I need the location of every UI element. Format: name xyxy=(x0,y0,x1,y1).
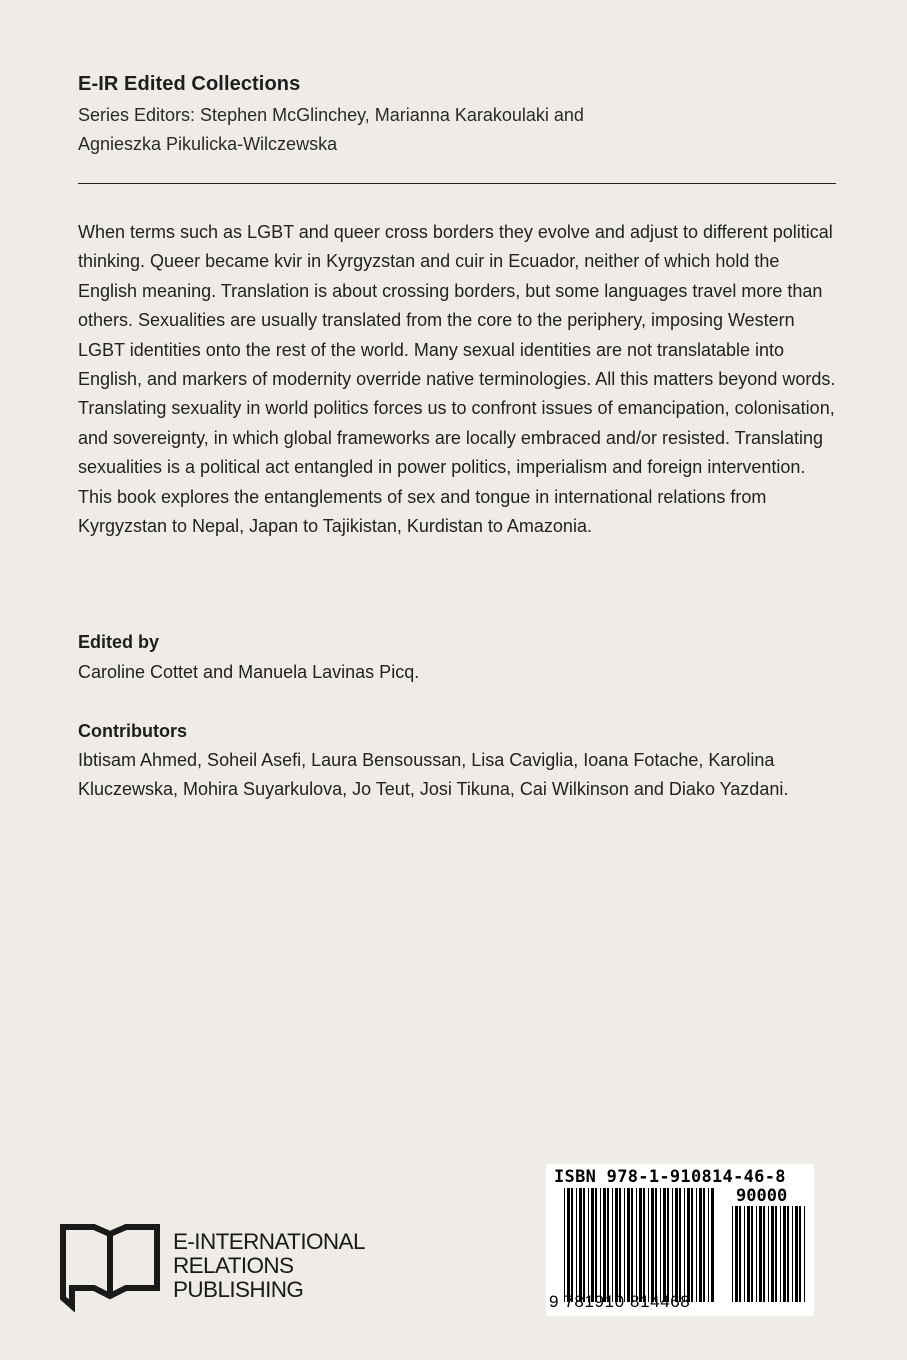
barcode-bar xyxy=(735,1206,738,1302)
barcode-bar xyxy=(679,1188,681,1302)
barcode-bar xyxy=(787,1206,789,1302)
barcode-bar xyxy=(792,1206,793,1302)
series-editors xyxy=(78,101,838,159)
barcode-bar xyxy=(667,1188,669,1302)
barcode-bar xyxy=(655,1188,657,1302)
barcode-bar xyxy=(651,1188,654,1302)
barcode-bar xyxy=(732,1206,733,1302)
barcode-bar xyxy=(615,1188,618,1302)
barcode-bar xyxy=(576,1188,577,1302)
barcode-bar xyxy=(795,1206,798,1302)
barcode-bar xyxy=(711,1188,714,1302)
barcode-bar xyxy=(756,1206,757,1302)
barcode-bar xyxy=(775,1206,777,1302)
barcode-bar xyxy=(799,1206,801,1302)
barcode-bar xyxy=(571,1188,573,1302)
barcode-bar xyxy=(624,1188,625,1302)
barcode-bar xyxy=(672,1188,673,1302)
barcode-bar xyxy=(643,1188,645,1302)
barcode-bar xyxy=(564,1188,565,1302)
barcode-bar xyxy=(763,1206,765,1302)
barcode-bar xyxy=(696,1188,697,1302)
contributors-names: Ibtisam Ahmed, Soheil Asefi, Laura Bensoussan, Lisa Caviglia, Ioana Fotache, Karolina Kluczewska, Mohira Suyarkulova, Jo Teut, Josi Tikuna, Cai Wilkinson and Diako Yazdani. xyxy=(78,750,789,799)
publisher-name xyxy=(173,1230,365,1302)
barcode-bar xyxy=(636,1188,637,1302)
barcode-bar xyxy=(699,1188,702,1302)
barcode-bar xyxy=(579,1188,582,1302)
publisher-logo xyxy=(60,1222,370,1312)
barcode-bar xyxy=(619,1188,621,1302)
barcode-bar xyxy=(567,1188,570,1302)
editors-names: Caroline Cottet and Manuela Lavinas Picq. xyxy=(78,662,420,682)
isbn-barcode xyxy=(546,1164,814,1316)
ean-digits: 9 781910 814468 xyxy=(549,1292,691,1311)
barcode-bar xyxy=(648,1188,649,1302)
barcode-bar xyxy=(675,1188,678,1302)
barcode-bar xyxy=(804,1206,805,1302)
barcode-bar xyxy=(591,1188,594,1302)
barcode-bar xyxy=(588,1188,589,1302)
open-book-flag-icon xyxy=(60,1222,160,1312)
barcode-bar xyxy=(607,1188,609,1302)
barcode-bar xyxy=(703,1188,705,1302)
barcode-bar xyxy=(744,1206,745,1302)
book-blurb: When terms such as LGBT and queer cross borders they evolve and adjust to different political thinking. Queer became kvir in Kyrgyzstan and cuir in Ecuador, neither of which hold the English meaning. Translation is about crossing borders, but some languages travel more than others. Sexualities are usually translated from the core to the periphery, imposing Western LGBT identities onto the rest of the world. Many sexual identities are not translatable into English, and markers of modernity override native terminologies. All this matters beyond words. Translating sexuality in world politics forces us to confront issues of emancipation, colonisation, and sovereignty, in which global frameworks are locally embraced and/or resisted. Translating sexualities is a political act entangled in power politics, imperialism and foreign intervention. This book explores the entanglements of sex and tongue in international relations from Kyrgyzstan to Nepal, Japan to Tajikistan, Kurdistan to Amazonia. xyxy=(78,222,836,537)
barcode-bar xyxy=(687,1188,690,1302)
barcode-bar xyxy=(583,1188,585,1302)
barcode-bar xyxy=(684,1188,685,1302)
barcode-addon-price: 90000 xyxy=(736,1186,788,1206)
isbn-number: ISBN 978-1-910814-46-8 xyxy=(554,1167,786,1187)
barcode-bar xyxy=(603,1188,606,1302)
edited-by-heading: Edited by xyxy=(78,632,160,652)
publisher-name-line-3: PUBLISHING xyxy=(173,1277,304,1302)
horizontal-divider xyxy=(78,183,836,184)
barcode-bar xyxy=(631,1188,633,1302)
barcode-bar xyxy=(771,1206,774,1302)
series-editors-line-1: Series Editors: Stephen McGlinchey, Marianna Karakoulaki and xyxy=(78,105,584,125)
barcode-bar xyxy=(600,1188,601,1302)
series-editors-line-2: Agnieszka Pikulicka-Wilczewska xyxy=(78,134,338,154)
barcode-bar xyxy=(751,1206,753,1302)
series-title: E-IR Edited Collections xyxy=(78,73,301,95)
barcode-bar xyxy=(660,1188,661,1302)
barcode-bar xyxy=(627,1188,630,1302)
barcode-bar xyxy=(708,1188,709,1302)
barcode-bar xyxy=(768,1206,769,1302)
contributors-heading: Contributors xyxy=(78,721,187,741)
barcode-bar xyxy=(747,1206,750,1302)
barcode-bar xyxy=(780,1206,781,1302)
barcode-bar xyxy=(612,1188,613,1302)
barcode-bar xyxy=(783,1206,786,1302)
barcode-bar xyxy=(663,1188,666,1302)
barcode-bar xyxy=(595,1188,597,1302)
publisher-name-line-2: RELATIONS xyxy=(173,1253,294,1278)
barcode-bar xyxy=(639,1188,642,1302)
barcode-bar xyxy=(691,1188,693,1302)
barcode-bar xyxy=(739,1206,741,1302)
publisher-name-line-1: E-INTERNATIONAL xyxy=(173,1229,365,1254)
barcode-bar xyxy=(759,1206,762,1302)
